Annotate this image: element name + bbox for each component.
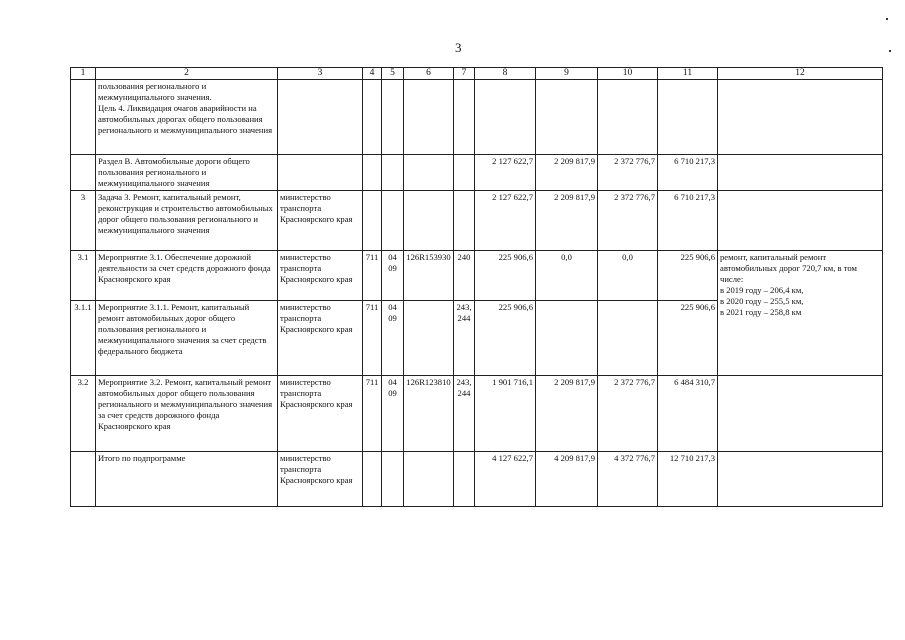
row-vr (454, 155, 475, 191)
row-rzpr (382, 155, 404, 191)
row-value-total: 225 906,6 (658, 301, 718, 376)
table-row (71, 80, 883, 155)
table-row (71, 376, 883, 452)
row-grbs: 711 (363, 251, 382, 301)
row-executor: министерство транспорта Красноярского края (278, 191, 363, 251)
row-description: Итого по подпрограмме (96, 452, 278, 507)
row-value-2020: 2 209 817,9 (536, 191, 598, 251)
row-value-2021: 2 372 776,7 (598, 155, 658, 191)
row-grbs (363, 191, 382, 251)
header-cell: 5 (382, 68, 404, 80)
row-value-2020: 2 209 817,9 (536, 155, 598, 191)
row-value-2019: 225 906,6 (475, 301, 536, 376)
row-csr: 126R153930 (404, 251, 454, 301)
row-description: пользования регионального и межмуниципального значения. Цель 4. Ликвидация очагов аварийности на автомобильных дорогах общего пользования регионального и межмуниципального значения (96, 80, 278, 155)
row-number: 3.1 (71, 251, 96, 301)
row-value-2021 (598, 301, 658, 376)
row-value-2020: 2 209 817,9 (536, 376, 598, 452)
row-result (718, 80, 883, 155)
row-value-2019: 4 127 622,7 (475, 452, 536, 507)
row-number: 3 (71, 191, 96, 251)
row-executor: министерство транспорта Красноярского края (278, 452, 363, 507)
row-grbs (363, 452, 382, 507)
row-executor: министерство транспорта Красноярского края (278, 301, 363, 376)
row-csr (404, 155, 454, 191)
header-cell: 9 (536, 68, 598, 80)
header-cell: 7 (454, 68, 475, 80)
row-result (718, 376, 883, 452)
row-csr (404, 452, 454, 507)
scan-speck (886, 18, 888, 20)
header-cell: 2 (96, 68, 278, 80)
row-rzpr: 04 09 (382, 301, 404, 376)
row-number (71, 80, 96, 155)
row-csr (404, 301, 454, 376)
row-executor: министерство транспорта Красноярского края (278, 376, 363, 452)
row-value-2021: 2 372 776,7 (598, 376, 658, 452)
row-grbs (363, 80, 382, 155)
row-value-2019: 2 127 622,7 (475, 191, 536, 251)
row-vr: 243, 244 (454, 376, 475, 452)
row-description: Мероприятие 3.2. Ремонт, капитальный ремонт автомобильных дорог общего пользования регионального и межмуниципального значения за счет средств дорожного фонда Красноярского края (96, 376, 278, 452)
row-value-total: 12 710 217,3 (658, 452, 718, 507)
row-rzpr: 04 09 (382, 376, 404, 452)
row-value-2019: 2 127 622,7 (475, 155, 536, 191)
row-csr (404, 80, 454, 155)
scan-speck (889, 50, 891, 52)
row-value-2019: 1 901 716,1 (475, 376, 536, 452)
row-description: Раздел В. Автомобильные дороги общего пользования регионального и межмуниципального значения (96, 155, 278, 191)
header-cell: 1 (71, 68, 96, 80)
row-vr (454, 452, 475, 507)
row-result (718, 191, 883, 251)
row-grbs (363, 155, 382, 191)
row-description: Мероприятие 3.1. Обеспечение дорожной деятельности за счет средств дорожного фонда Красноярского края (96, 251, 278, 301)
row-number (71, 155, 96, 191)
row-rzpr (382, 80, 404, 155)
header-cell: 8 (475, 68, 536, 80)
row-value-2020: 4 209 817,9 (536, 452, 598, 507)
row-number: 3.2 (71, 376, 96, 452)
row-result: ремонт, капитальный ремонт автомобильных дорог 720,7 км, в том числе: в 2019 году – 206,4 км, в 2020 году – 255,5 км, в 2021 году – 258,8 км (718, 251, 883, 376)
row-value-2020: 0,0 (536, 251, 598, 301)
row-rzpr (382, 452, 404, 507)
row-grbs: 711 (363, 376, 382, 452)
table-row (71, 452, 883, 507)
row-executor: министерство транспорта Красноярского края (278, 251, 363, 301)
row-description: Задача 3. Ремонт, капитальный ремонт, реконструкция и строительство автомобильных дорог общего пользования регионального и межмуниципального значения (96, 191, 278, 251)
row-number (71, 452, 96, 507)
row-value-2020 (536, 301, 598, 376)
row-number: 3.1.1 (71, 301, 96, 376)
table-row (71, 191, 883, 251)
row-result (718, 155, 883, 191)
row-value-2021: 0,0 (598, 251, 658, 301)
header-cell: 10 (598, 68, 658, 80)
row-value-total (658, 80, 718, 155)
row-result (718, 452, 883, 507)
header-cell: 11 (658, 68, 718, 80)
header-cell: 12 (718, 68, 883, 80)
header-cell: 4 (363, 68, 382, 80)
header-cell: 6 (404, 68, 454, 80)
header-cell: 3 (278, 68, 363, 80)
row-csr: 126R123810 (404, 376, 454, 452)
row-value-2019: 225 906,6 (475, 251, 536, 301)
budget-table (70, 67, 883, 507)
row-value-total: 6 710 217,3 (658, 155, 718, 191)
table-row (71, 251, 883, 301)
row-rzpr: 04 09 (382, 251, 404, 301)
row-rzpr (382, 191, 404, 251)
row-vr: 243, 244 (454, 301, 475, 376)
row-description: Мероприятие 3.1.1. Ремонт, капитальный ремонт автомобильных дорог общего пользования регионального и межмуниципального значения за счет средств федерального бюджета (96, 301, 278, 376)
row-csr (404, 191, 454, 251)
row-value-2019 (475, 80, 536, 155)
row-executor (278, 155, 363, 191)
row-vr: 240 (454, 251, 475, 301)
row-value-2021: 4 372 776,7 (598, 452, 658, 507)
row-value-2021: 2 372 776,7 (598, 191, 658, 251)
row-value-total: 6 710 217,3 (658, 191, 718, 251)
header-row (71, 68, 883, 80)
row-vr (454, 191, 475, 251)
row-grbs: 711 (363, 301, 382, 376)
row-value-total: 225 906,6 (658, 251, 718, 301)
row-value-2020 (536, 80, 598, 155)
row-value-total: 6 484 310,7 (658, 376, 718, 452)
table-row (71, 155, 883, 191)
row-executor (278, 80, 363, 155)
row-value-2021 (598, 80, 658, 155)
page-number: 3 (455, 40, 462, 55)
row-vr (454, 80, 475, 155)
